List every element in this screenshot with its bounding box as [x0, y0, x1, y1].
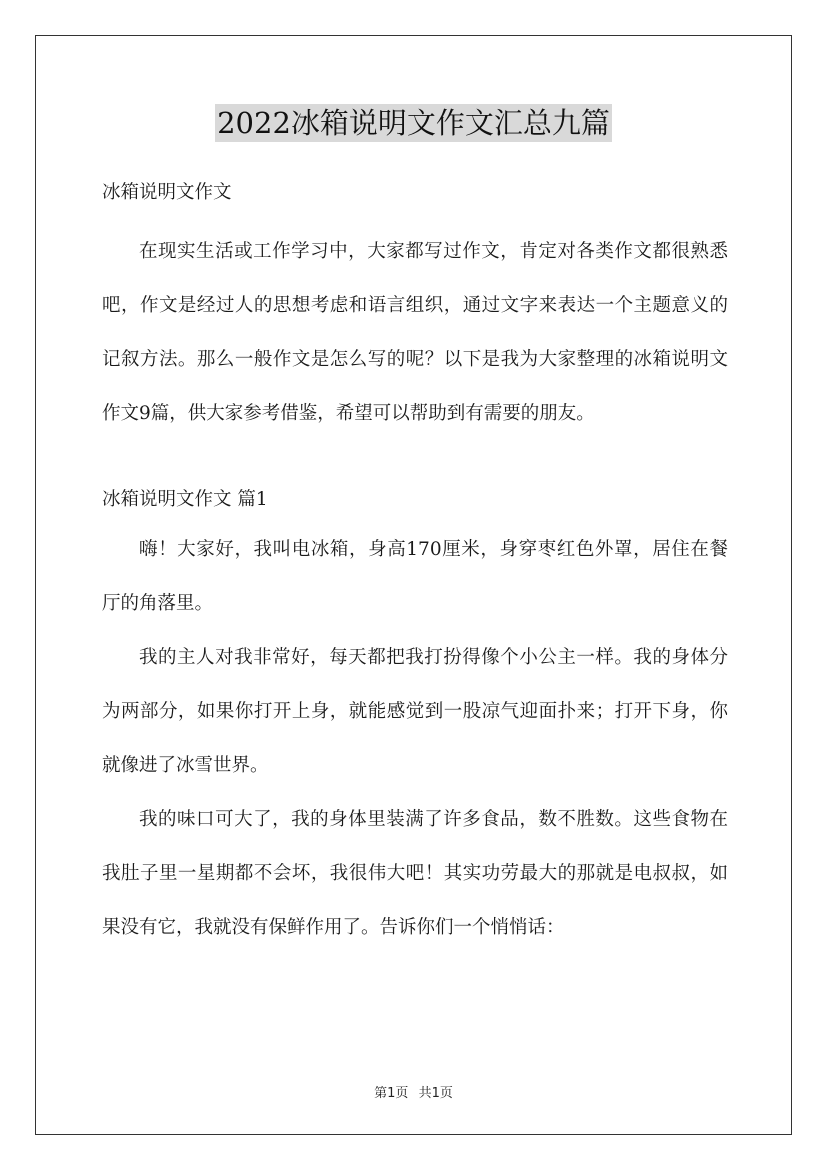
page-footer — [0, 1082, 827, 1101]
page-total: 共1页 — [418, 1086, 453, 1101]
spacer — [102, 212, 728, 225]
section-heading: 冰箱说明文作文 — [102, 182, 232, 203]
section-heading: 冰箱说明文作文 篇1 — [102, 489, 268, 510]
paragraph: 我的主人对我非常好，每天都把我打扮得像个小公主一样。我的身体分为两部分，如果你打开上身，就能感觉到一股凉气迎面扑来；打开下身，你就像进了冰雪世界。 — [102, 647, 728, 776]
title-container — [0, 104, 827, 142]
paragraph: 我的味口可大了，我的身体里装满了许多食品，数不胜数。这些食物在我肚子里一星期都不会坏，我很伟大吧！其实功劳最大的那就是电叔叔，如果没有它，我就没有保鲜作用了。告诉你们一个悄悄话： — [102, 809, 728, 938]
document-body — [102, 174, 728, 955]
paragraph: 在现实生活或工作学习中，大家都写过作文，肯定对各类作文都很熟悉吧，作文是经过人的思想考虑和语言组织，通过文字来表达一个主题意义的记叙方法。那么一般作文是怎么写的呢？以下是我为大家整理的冰箱说明文作文9篇，供大家参考借鉴，希望可以帮助到有需要的朋友。 — [102, 241, 728, 424]
paragraph: 嗨！大家好，我叫电冰箱，身高170厘米，身穿枣红色外罩，居住在餐厅的角落里。 — [102, 539, 728, 614]
spacer — [102, 441, 728, 481]
page-number: 第1页 — [374, 1086, 409, 1101]
document-title: 2022冰箱说明文作文汇总九篇 — [217, 106, 610, 140]
